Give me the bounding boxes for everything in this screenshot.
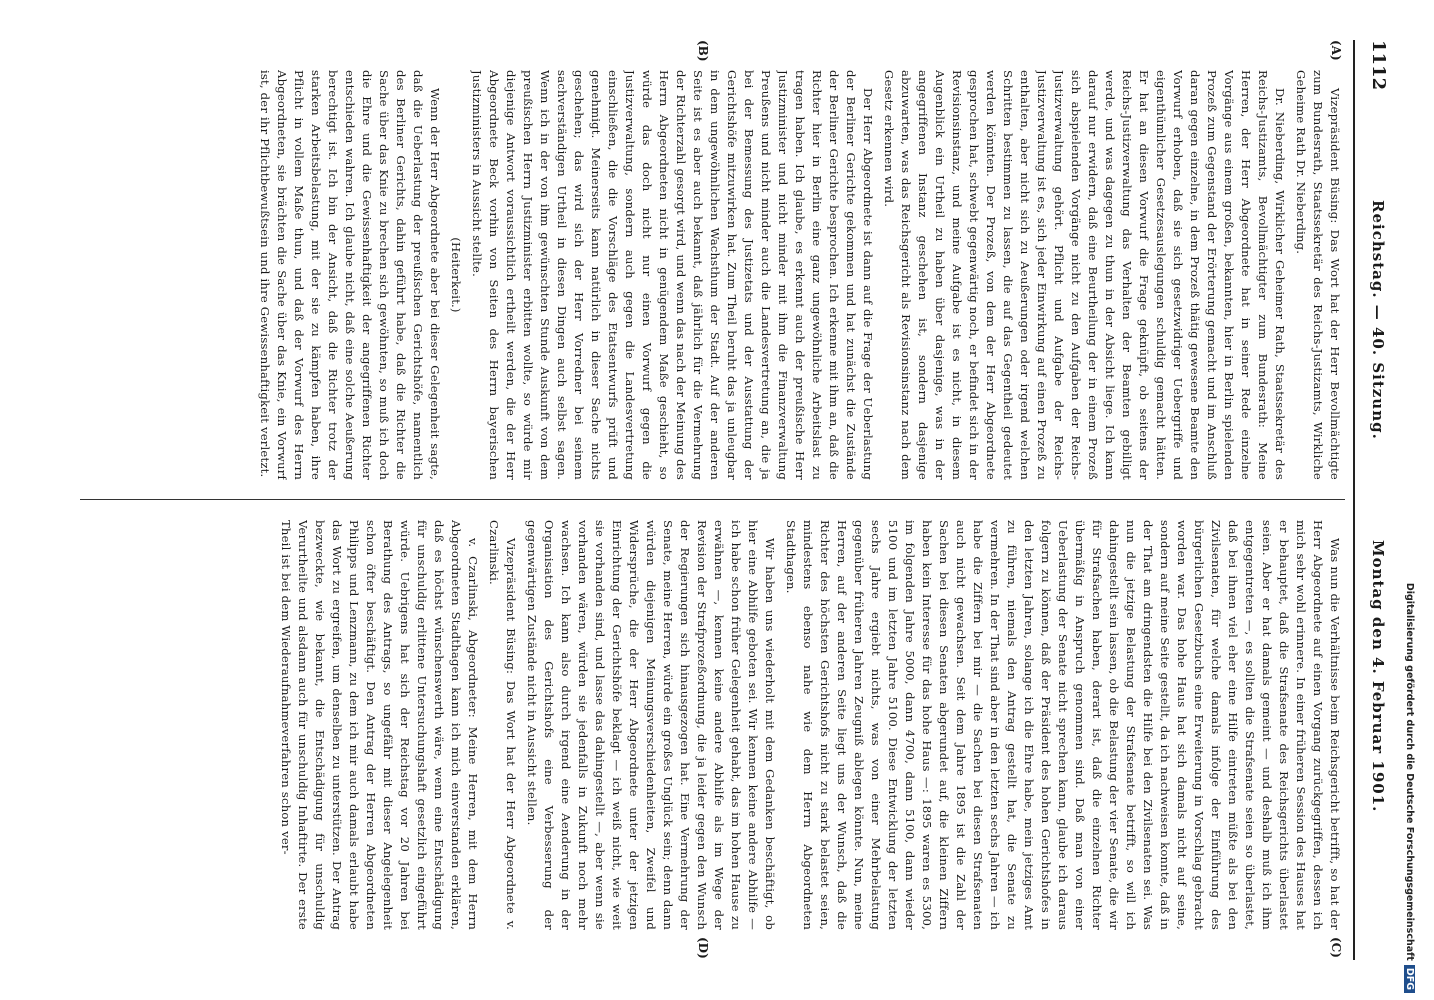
paragraph: Vizepräsident Büsing: Das Wort hat der Herr Abgeordnete v. Czarlinski. [487, 520, 518, 930]
credit-text: Digitalisierung gefördert durch die Deutsche Forschungsgemeinschaft [1404, 582, 1415, 961]
margin-marker-b: (B) [696, 40, 710, 62]
left-column [81, 70, 1343, 480]
document-page [75, 40, 1395, 960]
header-right-title: Montag den 4. Februar 1901. [1369, 540, 1387, 813]
paragraph: Wenn der Herr Abgeordnete aber bei dieser Gelegenheit sagte, daß die Ueberlastung der preußischen Gerichtshöfe, namentlich des Berliner Gerichts, dahin geführt habe, daß die Richter die Sache über das Knie zu brechen sich gewöhnten, so muß ich doch die Ehre und die Gewissenhaftigkeit der angegriffenen Richter entschieden wahren. Ich glaube nicht, daß eine solche Aeußerung berechtigt ist. Ich bin der Ansicht, daß die Richter trotz der starken Arbeitsbelastung, mit der sie zu kämpfen haben, ihre Pflicht in vollem Maße thun, und daß der Vorwurf des Herrn Abgeordneten, sie brächten die Sache über das Knie, ein Vorwurf ist, der ihr Pflichtbewußtsein und ihre Gewissenhaftigkeit verletzt. [258, 70, 442, 480]
column-divider [80, 499, 1345, 500]
paragraph: Dr. Nieberding, Wirklicher Geheimer Rath, Staatssekretär des Reichs-Justizamts, Bevollmächtigter zum Bundesrath: Meine Herren, der Herr Abgeordnete hat in seiner Rede einzelne Vorgänge aus einem großen, bekannten, hier in Berlin spielenden Prozeß zum Gegenstand der Erörterung gemacht und im Anschluß daran gegen einzelne, in dem Prozeß thätig gewesene Beamte den Vorwurf erhoben, daß sie sich gesetzwidriger Uebergriffe und eigenthümlicher Gesetzesauslegungen schuldig gemacht hätten. Er hat an diesen Vorwurf die Frage geknüpft, ob seitens der Reichs-Justizverwaltung das Verhalten der Beamten gebilligt werde, und was dagegen zu thun in der Absicht liege. Ich kann darauf nur erwidern, daß eine Beurtheilung der in einem Prozeß sich abspielenden Vorgänge nicht zu den Aufgaben der Reichs-Justizverwaltung gehört. Pflicht und Aufgabe der Reichs-Justizverwaltung ist es, sich jeder Einwirkung auf einen Prozeß zu enthalten, aber nicht sich zu Aeußerungen oder irgend welchen Schritten bestimmen zu lassen, die auf das Gegentheil gedeutet werden könnten. Der Prozeß, von dem der Herr Abgeordnete gesprochen hat, schwebt gegenwärtig noch, er befindet sich in der Revisionsinstanz, und meine Aufgabe ist es nicht, in diesem Augenblick ein Urtheil zu haben über dasjenige, was in der angegriffenen Instanz geschehen ist, sondern dasjenige abzuwarten, was das Reichsgericht als Revisionsinstanz nach dem Gesetz erkennen wird. [882, 70, 1287, 480]
margin-marker-d: (D) [696, 937, 710, 959]
dfg-logo-icon: DFG [1404, 965, 1415, 993]
paragraph: Wir haben uns wiederholt mit dem Gedanken beschäftigt, ob hier eine Abhilfe geboten sei. Wir kennen keine andere Abhilfe — ich habe schon früher Gelegenheit gehabt, das im hohen Hause zu erwähnen —, kennen keine andere Abhilfe als im Wege der Revision der Strafprozeßordnung, die ja leider gegen den Wunsch der Regierungen sich hinausgezogen hat. Eine Vermehrung der Senate, meine Herren, würde ein großes Unglück sein; denn dann würden diejenigen Meinungsverschiedenheiten, Zweifel und Widersprüche, die der Herr Abgeordnete unter der jetzigen Einrichtung der Gerichtshöfe beklagt — ich weiß nicht, wie weit sie vorhanden sind, und lasse das dahingestellt —, aber wenn sie vorhanden wären, würden sie jedenfalls in Zukunft noch mehr wachsen. Ich kann also durch irgend eine Aenderung in der Organisation des Gerichtshofs eine Verbesserung der gegenwärtigen Zustände nicht in Aussicht stellen. [525, 520, 777, 930]
margin-marker-a: (A) [1329, 40, 1343, 61]
interjection: (Heiterkeit.) [449, 237, 463, 313]
paragraph: v. Czarlinski, Abgeordneter: Meine Herren, mit dem Herrn Abgeordneten Stadthagen kann ich mich einverstanden erklären, daß es höchst wünschenswerth wäre, wenn eine Entschädigung für unschuldig erlittene Untersuchungshaft gesetzlich eingeführt würde. Uebrigens hat sich der Reichstag vor 20 Jahren bei Berathung des Antrags, so ungefähr mit dieser Angelegenheit schon öfter beschäftigt. Den Antrag der Herren Abgeordneten Philipps und Lenzmann, zu dem ich mir auch damals erlaubt habe das Wort zu ergreifen, um denselben zu unterstützen. Der Antrag bezweckte, wie bekannt, die Entschädigung für unschuldig Verurtheilte und alsdann auch für unschuldig Inhaftirte. Der erste Theil ist bei dem Wiederaufnahmeverfahren schon ver- [279, 520, 480, 930]
paragraph: Der Herr Abgeordnete ist dann auf die Frage der Ueberlastung der Berliner Gerichte gekommen und hat zunächst die Zustände der Berliner Gerichte besprochen. Ich erkenne mit ihm an, daß die Richter hier in Berlin eine ganz ungewöhnliche Arbeitslast zu tragen haben. Ich glaube, es erkennt auch der preußische Herr Justizminister und nicht minder mit ihm die Finanzverwaltung Preußens und nicht minder auch die Landesvertretung an, die ja bei der Bemessung des Justizetats und der Ausstattung der Gerichtshöfe mitzuwirken hat. Zum Theil beruht das ja unleugbar in dem ungewöhnlichen Wachsthum der Stadt. Auf der anderen Seite ist es aber auch bekannt, daß jährlich für die Vermehrung der Richterzahl gesorgt wird, und wenn das nach der Meinung des Herrn Abgeordneten nicht in genügendem Maße geschieht, so würde das doch nicht nur einen Vorwurf gegen die Justizverwaltung, sondern auch gegen die Landesvertretung einschließen, die die Vorschläge des Etatsentwurfs prüft und genehmigt. Meinerseits kann natürlich in dieser Sache nichts geschehen; das wird sich der Herr Vorredner bei seinem sachverständigen Urtheil in diesen Dingen auch selbst sagen. Wenn ich in der von ihm gewünschten Stunde Auskunft von dem preußischen Herrn Justizminister erbitten wollte, so würde mir diejenige Antwort voraussichtlich ertheilt werden, die der Herr Abgeordnete Beck vorhin von Seiten des Herrn bayerischen Justizministers in Aussicht stellte. [470, 70, 875, 480]
digitization-credit [1401, 8, 1415, 993]
page-number: 1112 [1368, 40, 1389, 91]
right-column [81, 520, 1343, 930]
margin-marker-c: (C) [1329, 937, 1343, 958]
header-left-title: Reichstag. — 40. Sitzung. [1369, 200, 1387, 440]
paragraph: Vizepräsident Büsing: Das Wort hat der Herr Bevollmächtigte zum Bundesrath, Staatssekretär des Reichs-Justizamts, Wirkliche Geheime Rath Dr. Nieberding. [1294, 70, 1342, 480]
page-header [1353, 40, 1395, 960]
paragraph: Was nun die Verhältnisse beim Reichsgericht betrifft, so hat der Herr Abgeordnete auf einen Vorgang zurückgegriffen, dessen ich mich sehr wohl erinnere. In einer früheren Session des Hauses hat er behauptet, daß die Strafsenate des Reichsgerichts überlastet seien. Aber er hat damals gemeint — und deshalb muß ich ihm entgegentreten —, es sollten die Strafsenate seien so überlastet, daß bei ihnen viel eher eine Hilfe eintreten müßte als bei den Zivilsenaten, für welche damals infolge der Einführung des bürgerlichen Gesetzbuchs eine Erweiterung in Vorschlag gebracht worden war. Das hohe Haus hat sich damals nicht auf seine, sondern auf meine Seite gestellt, da ich nachweisen konnte, daß in der That am dringendsten die Hilfe bei den Zivilsenaten sei. Was nun die jetzige Belastung der Strafsenate betrifft, so will ich dahingestellt sein lassen, ob die Belastung der vier Senate, die wir für Strafsachen haben, derart ist, daß die einzelnen Richter übermäßig in Anspruch genommen sind. Daß man von einer Ueberlastung der Senate nicht sprechen kann, glaube ich daraus folgern zu können, daß der Präsident des hohen Gerichtshofes in den letzten Jahren, solange ich die Ehre habe, mein jetziges Amt zu führen, niemals den Antrag gestellt hat, die Senate zu vermehren. In der That sind aber in den letzten sechs Jahren — ich habe die Ziffern bei mir — die Sachen bei diesen Strafsenaten auch nicht gewachsen. Seit dem Jahre 1895 ist die Zahl der Sachen bei diesen Senaten abgerundet auf, die kleinen Ziffern haben kein Interesse für das hohe Haus —: 1895 waren es 5300, im folgenden Jahre 5000, dann 4700, dann 5100, dann wieder 5100 und im letzten Jahre 5100. Diese Entwicklung der letzten sechs Jahre ergiebt nichts, was von einer Mehrbelastung gegenüber früheren Jahren Zeugniß ablegen könnte. Nun, meine Herren, auf der anderen Seite liegt uns der Wunsch, daß die Richter des höchsten Gerichtshofs nicht zu stark belastet seien, mindestens ebenso nahe wie dem Herrn Abgeordneten Stadthagen. [784, 520, 1342, 930]
